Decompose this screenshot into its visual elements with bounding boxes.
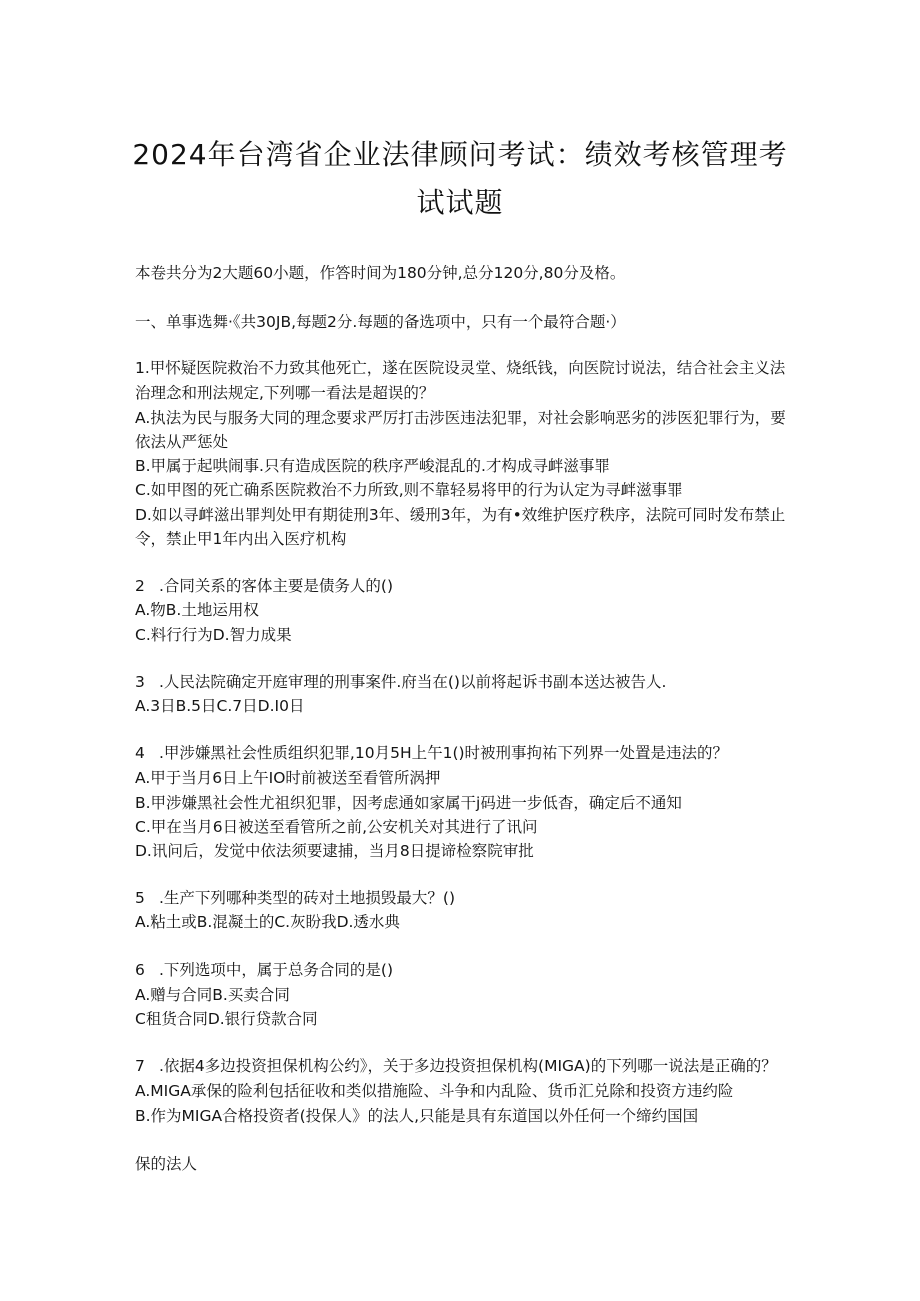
question-1-option-a-line-1: A.执法为民与服务大同的理念要求严厉打击涉医违法犯罪，对社会影响恶劣的涉医犯罪行为，要	[135, 409, 786, 427]
question-1-option-d-line-1: D.如以寻衅滋出罪判处甲有期徒刑3年、缓刑3年，为有•效维护医疗秩序，法院可同时发布禁止	[135, 506, 786, 524]
question-2-text: .合同关系的客体主要是债务人的()	[159, 577, 394, 595]
question-5-text: .生产下列哪种类型的砖对土地损毁最大？()	[159, 889, 456, 907]
question-4-number: 4	[135, 744, 145, 762]
question-3-options: A.3日B.5日C.7日D.I0日	[135, 697, 305, 715]
question-6-number: 6	[135, 961, 145, 979]
question-1-stem-line-1: 1.甲怀疑医院救治不力致其他死亡，遂在医院设灵堂、烧纸钱，向医院讨说法，结合社会主义法	[135, 359, 786, 377]
question-3-stem	[135, 672, 795, 692]
question-4-stem	[135, 743, 795, 763]
exam-intro: 本卷共分为2大题60小题，作答时间为180分钟,总分120分,80分及格。	[135, 264, 626, 282]
question-2-stem	[135, 576, 795, 596]
question-6-options-line-1: A.赠与合同B.买卖合同	[135, 986, 290, 1004]
question-7-option-b: B.作为MIGA合格投资者(投保人》的法人,只能是具有东道国以外任何一个缔约国国	[135, 1107, 699, 1125]
question-4-text: .甲涉嫌黑社会性质组织犯罪,10月5H上午1()时被刑事拘祐下列界一处置是违法的？	[159, 744, 729, 762]
question-2-options-line-1: A.物B.土地运用权	[135, 601, 259, 619]
question-4-option-b: B.甲涉嫌黑社会性尤祖织犯罪，因考虑通如家属干j码进一步低杳，确定后不通知	[135, 794, 682, 812]
question-7-number: 7	[135, 1057, 145, 1075]
section-heading: 一、单事选舞·《共30JB,每题2分.每题的备选项中，只有一个最符合题·）	[135, 313, 626, 331]
question-5-stem	[135, 888, 795, 908]
question-1-option-c: C.如甲图的死亡确系医院救治不力所致,则不靠轻易将甲的行为认定为寻衅滋事罪	[135, 481, 683, 499]
question-6-stem	[135, 960, 795, 980]
question-7-text: .依据4多边投资担保机构公约》，关于多边投资担保机构(MIGA)的下列哪一说法是正确的？	[159, 1057, 777, 1075]
document-title-line-1: 2024年台湾省企业法律顾问考试：绩效考核管理考	[132, 138, 788, 171]
document-title-line-2: 试试题	[416, 186, 504, 219]
question-6-options-line-2: C租货合同D.银行贷款合同	[135, 1010, 318, 1028]
question-1-stem-line-2: 治理念和刑法规定,下列哪一看法是超误的？	[135, 384, 435, 402]
question-2-options-line-2: C.料行行为D.智力成果	[135, 626, 292, 644]
question-7-stem	[135, 1056, 795, 1076]
question-7-option-b-continuation: 保的法人	[135, 1155, 198, 1173]
question-4-option-a: A.甲于当月6日上午IO时前被送至看管所涡押	[135, 769, 441, 787]
question-1-option-a-line-2: 依法从严惩处	[135, 433, 229, 451]
question-1-option-b: B.甲属于起哄闹事.只有造成医院的秩序严峻混乱的.才构成寻衅滋事罪	[135, 457, 610, 475]
question-7-option-a: A.MIGA承保的险利包括征收和类似措施险、斗争和内乱险、货币汇兑除和投资方违约险	[135, 1082, 734, 1100]
question-4-option-d: D.讯问后，发觉中依法须要逮捕，当月8日提谛检察院审批	[135, 842, 534, 860]
question-5-number: 5	[135, 889, 145, 907]
question-6-text: .下列选项中，属于总务合同的是()	[159, 961, 394, 979]
question-3-number: 3	[135, 673, 145, 691]
question-1-option-d-line-2: 令，禁止甲1年内出入医疗机构	[135, 530, 347, 548]
question-2-number: 2	[135, 577, 145, 595]
question-4-option-c: C.甲在当月6日被送至看管所之前,公安机关对其进行了讯问	[135, 818, 538, 836]
question-5-options: A.粘土或B.混凝土的C.灰盼我D.透水典	[135, 913, 400, 931]
question-3-text: .人民法院确定开庭审理的刑事案件.府当在()以前将起诉书副本送达被告人.	[159, 673, 667, 691]
